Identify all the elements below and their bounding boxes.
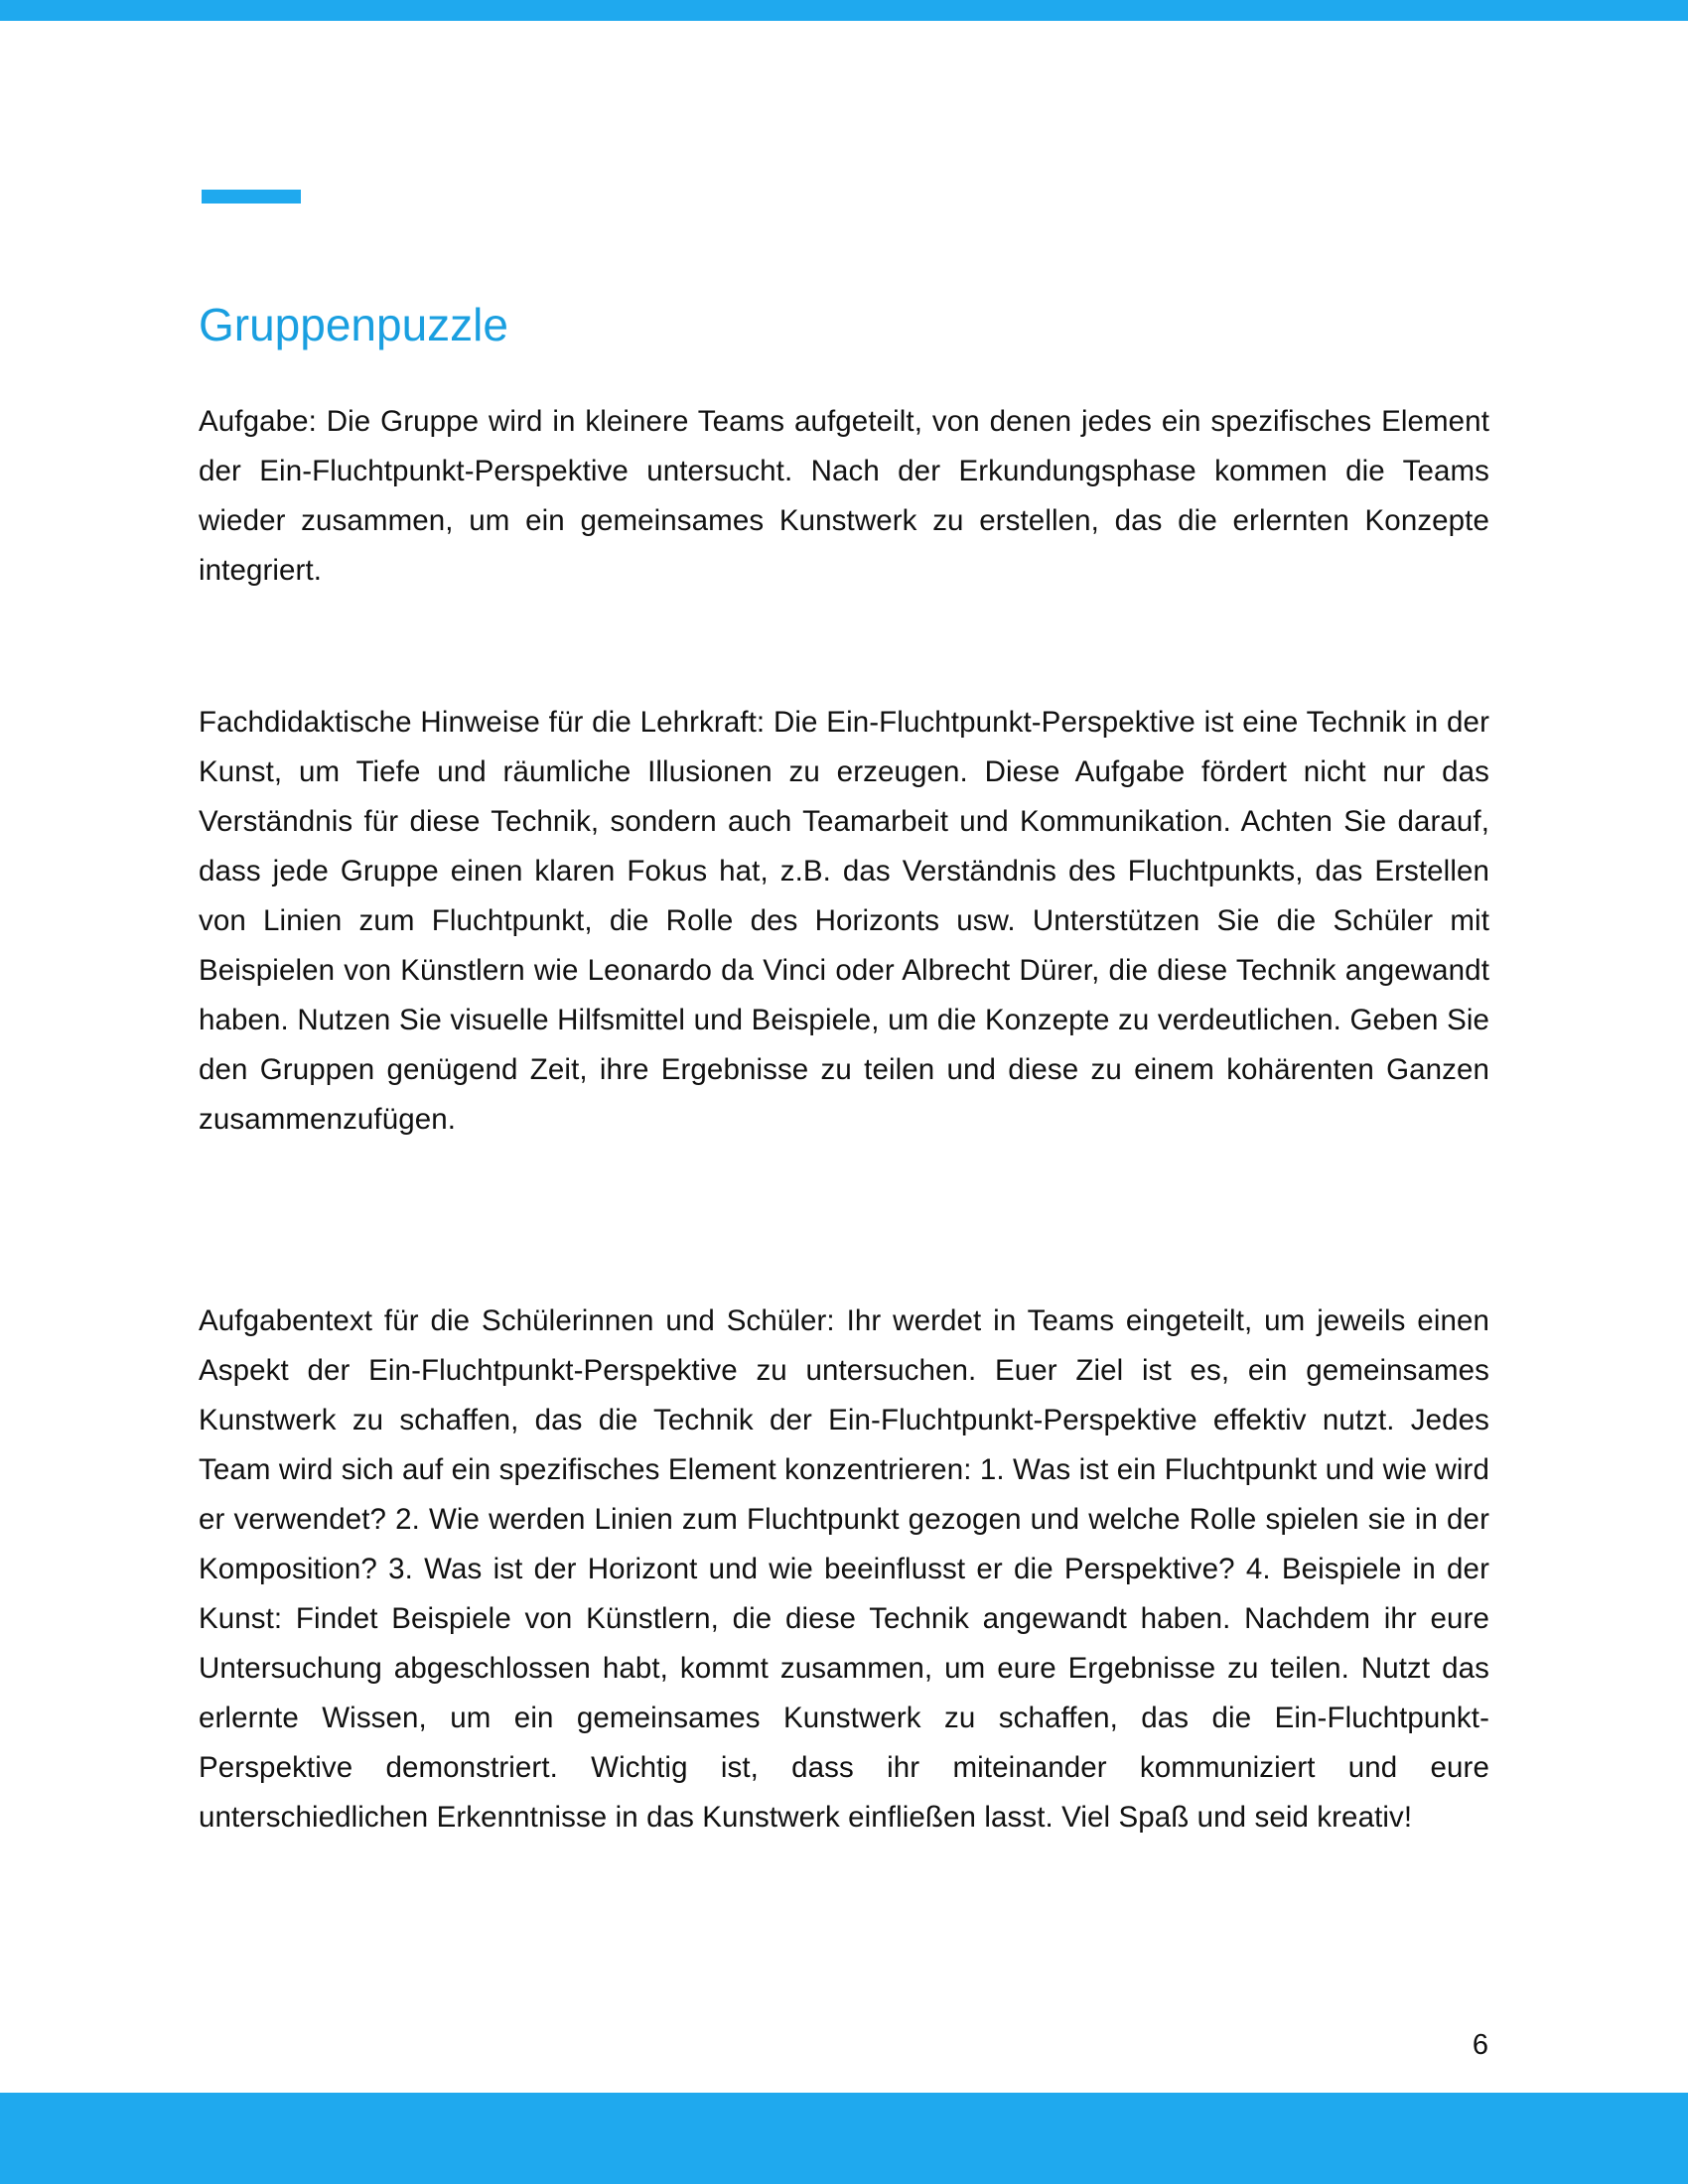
title-accent-line	[202, 190, 301, 204]
header-accent-bar	[0, 0, 1688, 21]
teacher-notes-paragraph: Fachdidaktische Hinweise für die Lehrkraft: Die Ein-Fluchtpunkt-Perspektive ist eine Technik in der Kunst, um Tiefe und räumliche Illusionen zu erzeugen. Diese Aufgabe fördert nicht nur das Verständnis für diese Technik, sondern auch Teamarbeit und Kommunikation. Achten Sie darauf, dass jede Gruppe einen klaren Fokus hat, z.B. das Verständnis des Fluchtpunkts, das Erstellen von Linien zum Fluchtpunkt, die Rolle des Horizonts usw. Unterstützen Sie die Schüler mit Beispielen von Künstlern wie Leonardo da Vinci oder Albrecht Dürer, die diese Technik angewandt haben. Nutzen Sie visuelle Hilfsmittel und Beispiele, um die Konzepte zu verdeutlichen. Geben Sie den Gruppen genügend Zeit, ihre Ergebnisse zu teilen und diese zu einem kohärenten Ganzen zusammenzufügen.	[199, 706, 1489, 1136]
task-paragraph: Aufgabe: Die Gruppe wird in kleinere Teams aufgeteilt, von denen jedes ein spezifisches Element der Ein-Fluchtpunkt-Perspektive untersucht. Nach der Erkundungsphase kommen die Teams wieder zusammen, um ein gemeinsames Kunstwerk zu erstellen, das die erlernten Konzepte integriert.	[199, 405, 1489, 587]
page-title: Gruppenpuzzle	[199, 299, 508, 350]
student-text-paragraph: Aufgabentext für die Schülerinnen und Schüler: Ihr werdet in Teams eingeteilt, um jeweils einen Aspekt der Ein-Fluchtpunkt-Perspektive zu untersuchen. Euer Ziel ist es, ein gemeinsames Kunstwerk zu schaffen, das die Technik der Ein-Fluchtpunkt-Perspektive effektiv nutzt. Jedes Team wird sich auf ein spezifisches Element konzentrieren: 1. Was ist ein Fluchtpunkt und wie wird er verwendet? 2. Wie werden Linien zum Fluchtpunkt gezogen und welche Rolle spielen sie in der Komposition? 3. Was ist der Horizont und wie beeinflusst er die Perspektive? 4. Beispiele in der Kunst: Findet Beispiele von Künstlern, die diese Technik angewandt haben. Nachdem ihr eure Untersuchung abgeschlossen habt, kommt zusammen, um eure Ergebnisse zu teilen. Nutzt das erlernte Wissen, um ein gemeinsames Kunstwerk zu schaffen, das die Ein-Fluchtpunkt-Perspektive demonstriert. Wichtig ist, dass ihr miteinander kommuniziert und eure unterschiedlichen Erkenntnisse in das Kunstwerk einfließen lasst. Viel Spaß und seid kreativ!	[199, 1304, 1489, 1834]
footer-accent-bar	[0, 2093, 1688, 2184]
page-number: 6	[1472, 2029, 1488, 2061]
